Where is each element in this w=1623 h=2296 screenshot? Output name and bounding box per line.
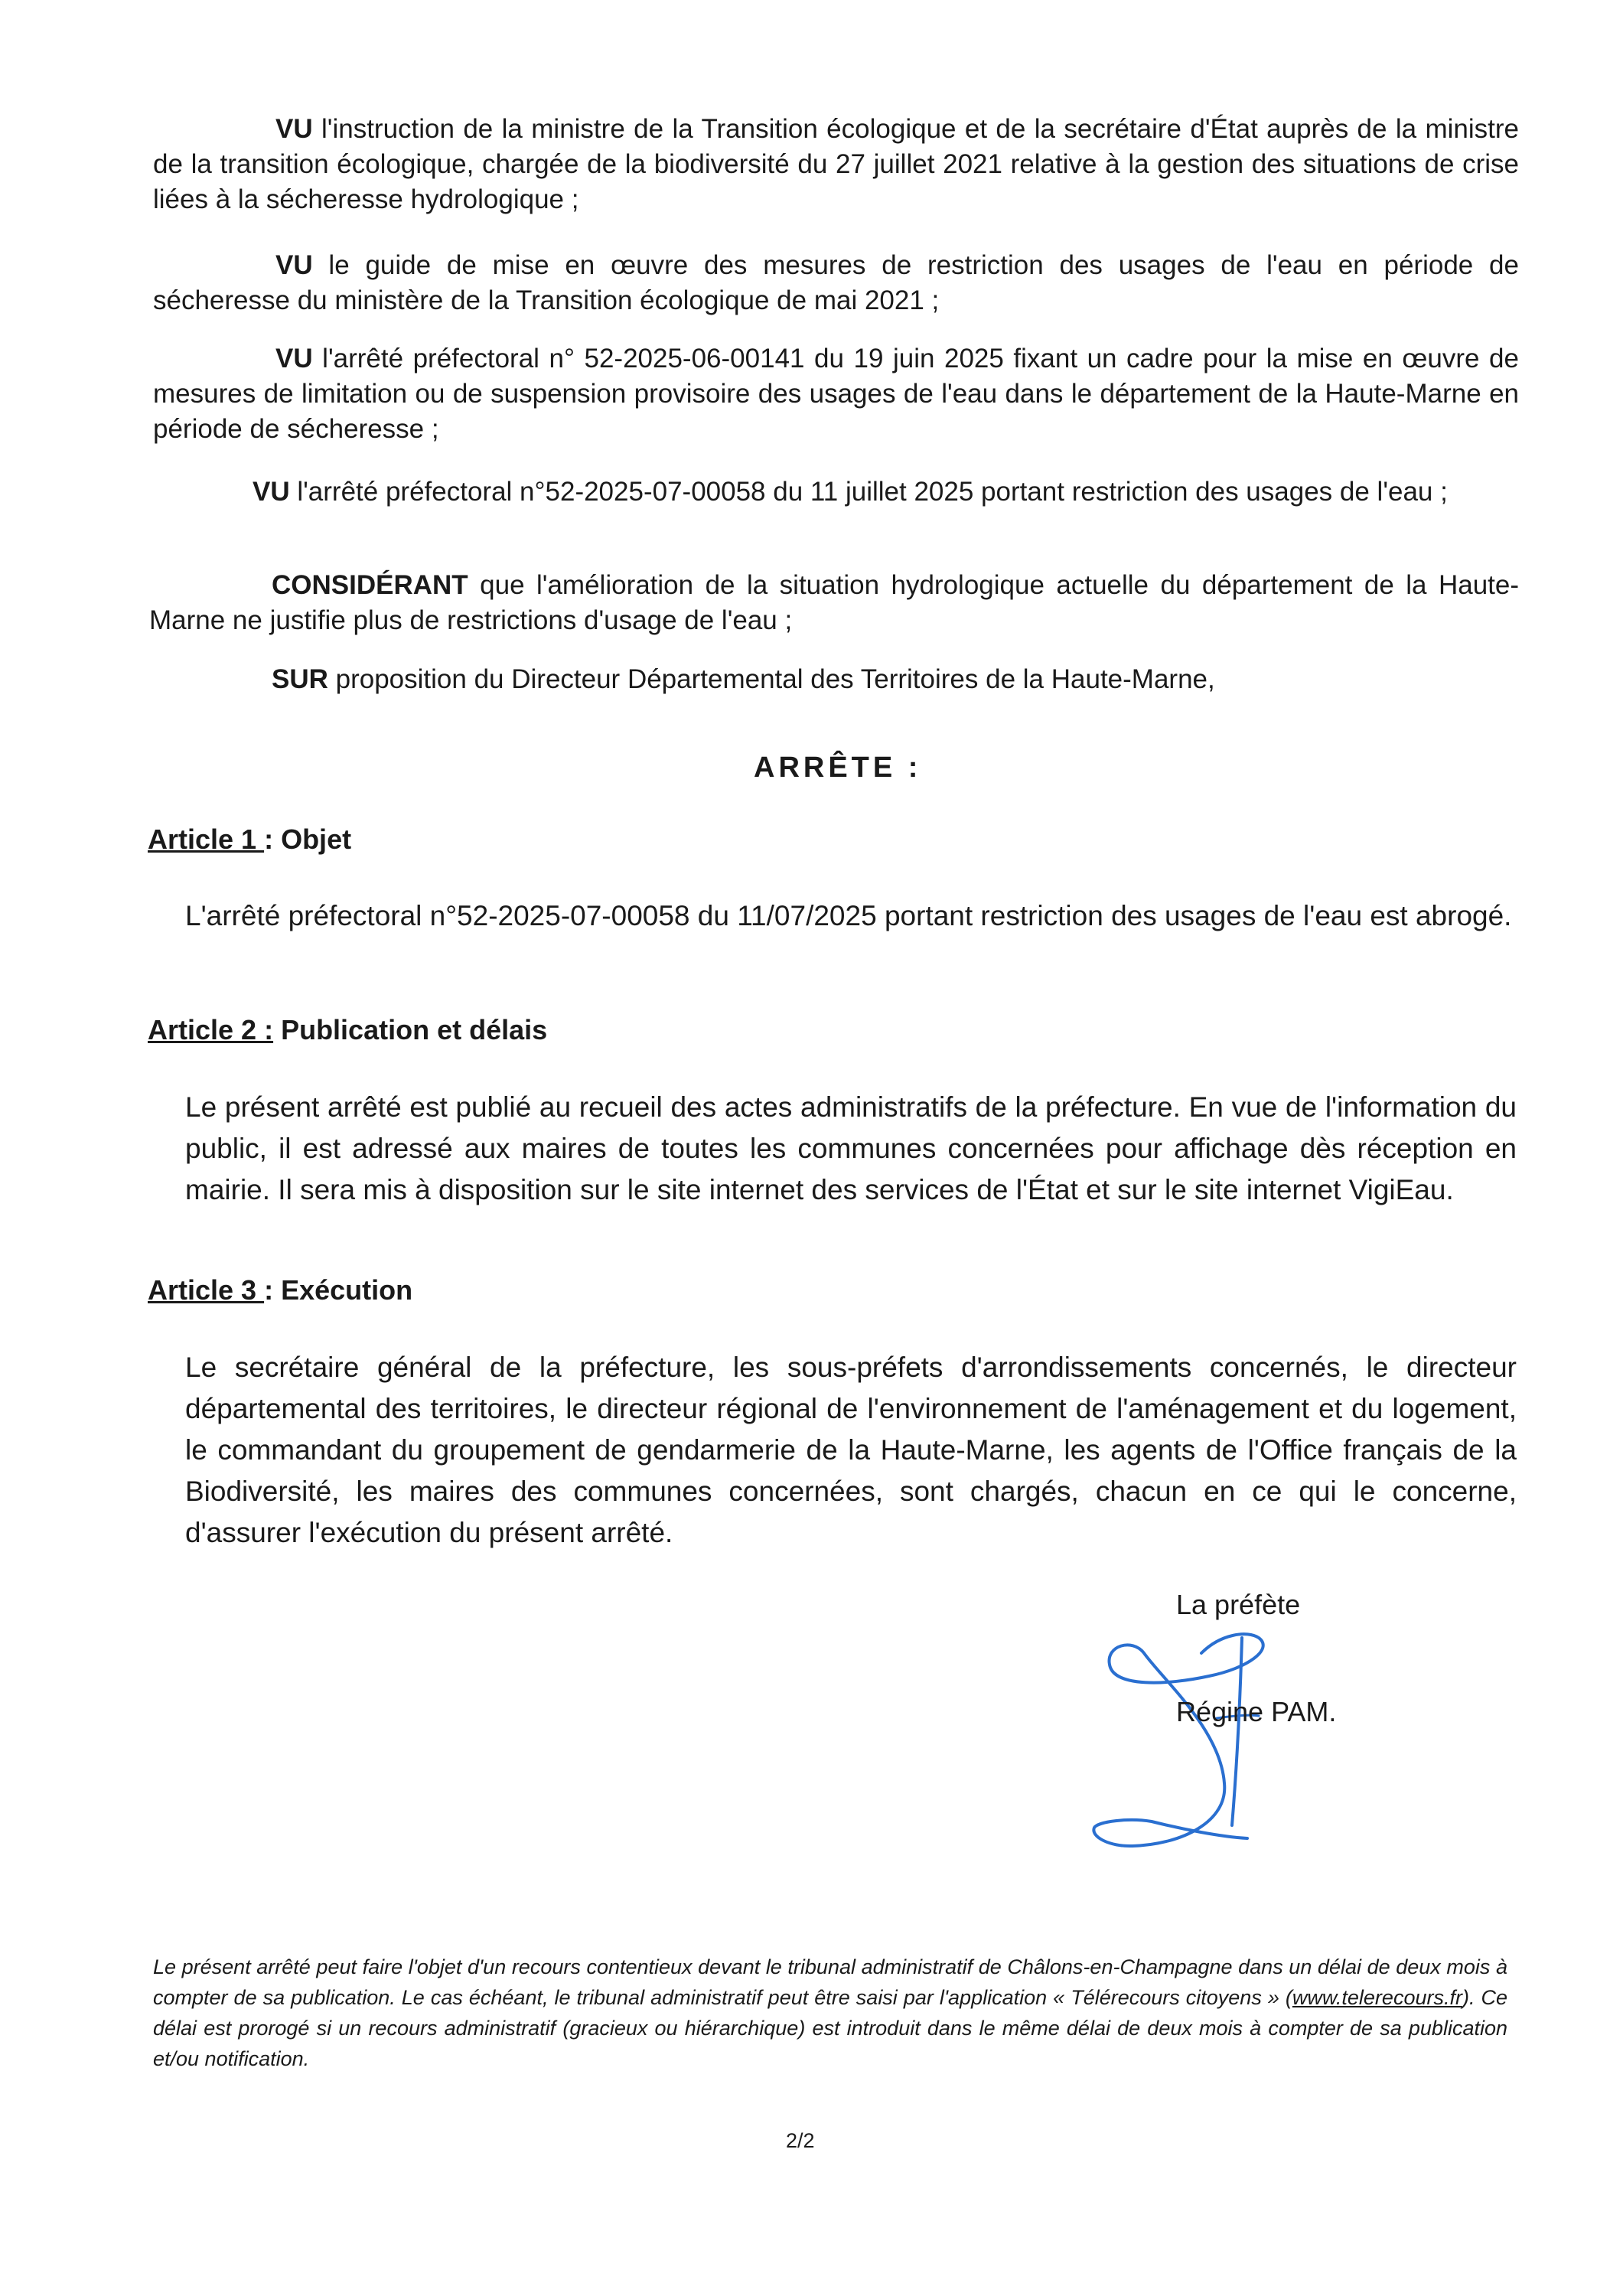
article-label: Article 1: [148, 823, 265, 855]
legal-recourse-notice: [153, 1952, 1507, 2074]
handwritten-signature: [1067, 1630, 1320, 1875]
notice-text-end: ). Ce délai est prorogé si un recours administratif (gracieux ou hiérarchique) est introduit dans le même délai de deux mois à compter de sa publication et/ou notification.: [153, 1986, 1508, 2070]
considerant-vu-arrete-cadre: [153, 341, 1519, 447]
considerant-text: que l'amélioration de la situation hydrologique actuelle du département de la Haute-Marne ne justifie plus de restrictions d'usage de l'eau ;: [149, 570, 1519, 635]
article-2-body: Le présent arrêté est publié au recueil des actes administratifs de la préfecture. En vue de l'information du public, il est adressé aux maires de toutes les communes concernées pour affichage dès réception en mairie. Il sera mis à disposition sur le site internet des services de l'État et sur le site internet VigiEau.: [185, 1091, 1517, 1205]
article-title: Publication et délais: [273, 1014, 548, 1045]
considerant-lead: SUR: [272, 664, 328, 694]
considerant-lead: VU: [253, 477, 290, 507]
considerant-sur-proposition: [149, 662, 1519, 697]
article-1-body: L'arrêté préfectoral n°52-2025-07-00058 du 11/07/2025 portant restriction des usages de l'eau est abrogé.: [185, 900, 1512, 931]
page-number: 2/2: [786, 2129, 815, 2152]
considerant-lead: VU: [275, 114, 313, 144]
considerant-considerant: [149, 568, 1519, 638]
signatory-name: Régine PAM.: [1176, 1696, 1337, 1727]
decision-title: ARRÊTE :: [754, 752, 922, 784]
article-title: : Objet: [264, 823, 352, 855]
considerant-lead: CONSIDÉRANT: [272, 570, 468, 600]
signatory-title: La préfète: [1176, 1589, 1301, 1620]
considerant-lead: VU: [275, 250, 313, 280]
considerant-text: l'instruction de la ministre de la Transition écologique et de la secrétaire d'État auprès de la ministre de la transition écologique, chargée de la biodiversité du 27 juillet 2021 relative à la gestion des situations de crise liées à la sécheresse hydrologique ;: [153, 114, 1519, 214]
considerant-lead: VU: [275, 344, 313, 373]
article-2-heading: [148, 1014, 547, 1046]
article-1-heading: [148, 823, 351, 856]
considerant-text: le guide de mise en œuvre des mesures de restriction des usages de l'eau en période de sécheresse du ministère de la Transition écologique de mai 2021 ;: [153, 250, 1519, 315]
article-title: : Exécution: [264, 1274, 413, 1306]
considerant-vu-arrete-restriction: [130, 475, 1519, 510]
considerant-text: proposition du Directeur Départemental des Territoires de la Haute-Marne,: [328, 664, 1215, 694]
telerecours-link[interactable]: www.telerecours.fr: [1292, 1986, 1462, 2009]
considerant-vu-instruction: [153, 112, 1519, 217]
considerant-text: l'arrêté préfectoral n° 52-2025-06-00141 du 19 juin 2025 fixant un cadre pour la mise en œuvre de mesures de limitation ou de suspension provisoire des usages de l'eau dans le département de la Haute-Marne en période de sécheresse ;: [153, 344, 1519, 444]
considerant-text: l'arrêté préfectoral n°52-2025-07-00058 du 11 juillet 2025 portant restriction des usages de l'eau ;: [289, 477, 1448, 507]
considerant-vu-guide: [153, 248, 1519, 318]
article-3-body: Le secrétaire général de la préfecture, les sous-préfets d'arrondissements concernés, le directeur départemental des territoires, le directeur régional de l'environnement de l'aménagement et du logement, le commandant du groupement de gendarmerie de la Haute-Marne, les agents de l'Office français de la Biodiversité, les maires des communes concernées, sont chargés, chacun en ce qui le concerne, d'assurer l'exécution du présent arrêté.: [185, 1352, 1517, 1548]
notice-text-start: Le présent arrêté peut faire l'objet d'un recours contentieux devant le tribunal administratif de Châlons-en-Champagne dans un délai de deux mois à compter de sa publication. Le cas échéant, le tribunal administratif peut être saisi par l'application « Télérecours citoyens » (: [153, 1955, 1507, 2009]
article-3-heading: [148, 1274, 412, 1306]
article-label: Article 2 :: [148, 1014, 274, 1045]
article-label: Article 3: [148, 1274, 265, 1306]
